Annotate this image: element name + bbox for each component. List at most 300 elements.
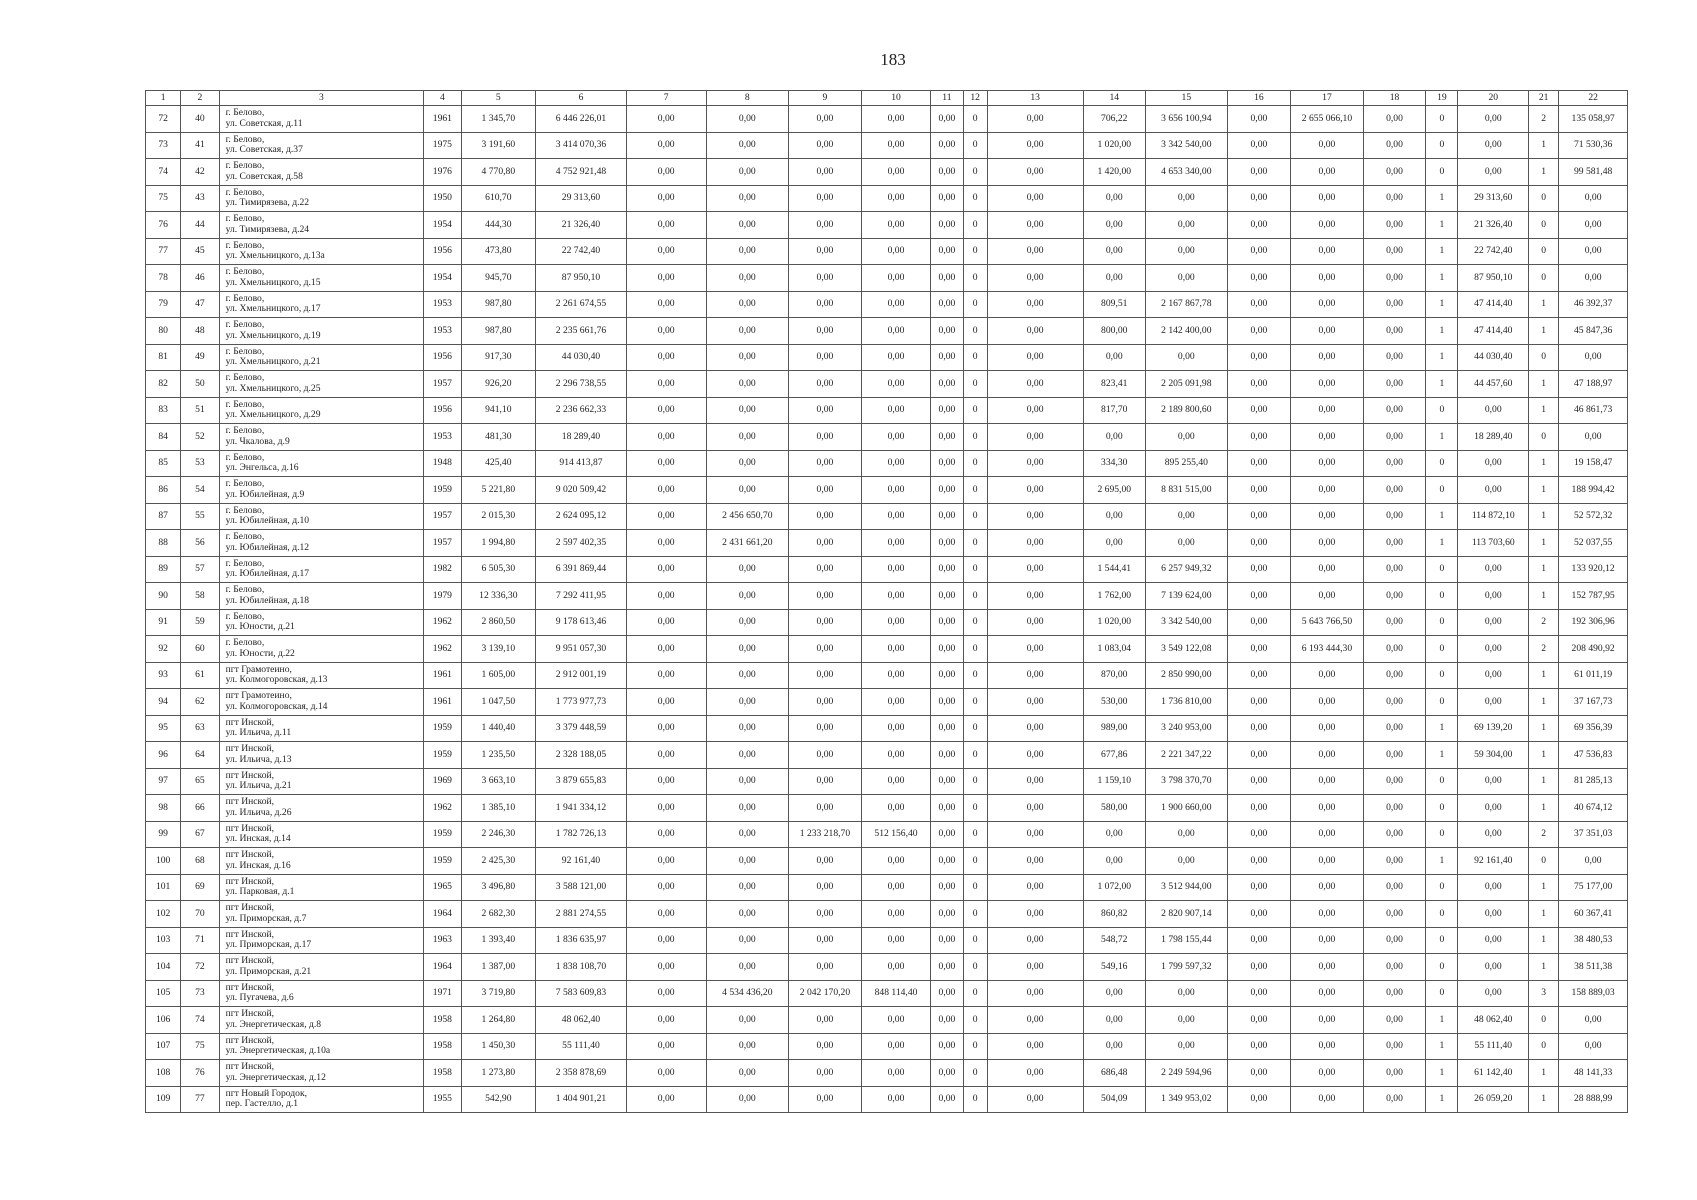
table-cell: 47 414,40 [1458,291,1529,318]
address-cell [219,927,424,954]
address-street: ул. Юбилейная, д.18 [225,594,310,606]
table-cell: 0,00 [1458,397,1529,424]
table-cell: 0 [963,795,987,822]
table-cell: 53 [181,450,219,477]
table-cell: 0,00 [861,530,931,557]
table-row [146,450,1628,477]
table-cell: 40 [181,106,219,133]
table-cell: 1982 [424,556,461,583]
table-cell: 2 205 091,98 [1146,371,1228,398]
address-cell [219,185,424,212]
table-cell: 0,00 [1227,291,1291,318]
table-cell: 1979 [424,583,461,610]
table-cell: 580,00 [1083,795,1146,822]
table-cell: 0,00 [626,901,706,928]
table-cell: 45 [181,238,219,265]
table-row [146,980,1628,1007]
table-cell: 0,00 [1363,980,1426,1007]
table-cell: 0,00 [861,848,931,875]
table-cell: 0,00 [706,662,789,689]
table-cell: 0,00 [1363,106,1426,133]
table-cell: 2 912 001,19 [536,662,627,689]
table-cell: 0 [963,848,987,875]
table-cell: 1 233 218,70 [789,821,862,848]
table-cell: 0,00 [1363,530,1426,557]
table-cell: 2 682,30 [461,901,536,928]
table-cell: 0,00 [789,185,862,212]
table-cell: 945,70 [461,265,536,292]
table-cell: 1 020,00 [1083,132,1146,159]
table-cell: 0,00 [1227,768,1291,795]
table-cell: 548,72 [1083,927,1146,954]
table-cell: 0,00 [706,556,789,583]
table-cell: 0,00 [1363,450,1426,477]
table-cell: 0,00 [1227,530,1291,557]
table-cell: 0,00 [987,901,1083,928]
table-cell: 0,00 [1291,344,1364,371]
table-cell: 0 [1426,980,1458,1007]
table-cell: 0,00 [987,424,1083,451]
table-cell: 2 431 661,20 [706,530,789,557]
table-cell: 0,00 [1146,424,1228,451]
table-cell: 1 [1426,291,1458,318]
table-cell: 6 391 869,44 [536,556,627,583]
table-cell: 92 [146,636,181,663]
table-cell: 90 [146,583,181,610]
table-cell: 0,00 [931,583,963,610]
table-cell: 0,00 [706,450,789,477]
address-cell [219,397,424,424]
table-cell: 0,00 [789,901,862,928]
table-cell: 51 [181,397,219,424]
table-cell: 0 [963,901,987,928]
table-cell: 0,00 [706,583,789,610]
table-cell: 0,00 [626,821,706,848]
table-cell: 0,00 [1559,1007,1628,1034]
table-cell: 0,00 [861,556,931,583]
address-street: ул. Ильича, д.13 [225,753,292,765]
address-cell [219,530,424,557]
table-cell: 0,00 [931,1086,963,1113]
table-cell: 0,00 [1458,768,1529,795]
table-cell: 0 [1426,795,1458,822]
address-cell [219,132,424,159]
table-cell: 3 656 100,94 [1146,106,1228,133]
table-cell: 6 505,30 [461,556,536,583]
table-cell: 0,00 [1291,1033,1364,1060]
table-cell: 686,48 [1083,1060,1146,1087]
table-cell: 0,00 [789,344,862,371]
table-cell: 76 [181,1060,219,1087]
table-cell: 0,00 [1291,371,1364,398]
table-cell: 47 536,83 [1559,742,1628,769]
table-cell: 0 [963,238,987,265]
table-cell: 0,00 [706,1060,789,1087]
table-row [146,424,1628,451]
table-cell: 0,00 [861,503,931,530]
table-cell: 0 [1529,212,1559,239]
table-cell: 2 850 990,00 [1146,662,1228,689]
table-cell: 0,00 [1458,980,1529,1007]
table-cell: 0,00 [626,927,706,954]
table-cell: 0,00 [861,344,931,371]
table-cell: 91 [146,609,181,636]
table-cell: 49 [181,344,219,371]
table-cell: 0,00 [706,477,789,504]
table-cell: 0,00 [789,609,862,636]
table-cell: 6 446 226,01 [536,106,627,133]
table-cell: 0,00 [626,583,706,610]
table-cell: 0,00 [1227,556,1291,583]
table-cell: 103 [146,927,181,954]
table-cell: 0,00 [987,132,1083,159]
table-cell: 1 605,00 [461,662,536,689]
table-cell: 0,00 [987,1086,1083,1113]
table-cell: 1 404 901,21 [536,1086,627,1113]
table-cell: 1 [1426,742,1458,769]
table-cell: 0 [963,318,987,345]
table-cell: 0,00 [1559,344,1628,371]
table-cell: 0,00 [626,477,706,504]
table-cell: 56 [181,530,219,557]
address-street: ул. Инская, д.14 [225,833,291,845]
address-cell [219,503,424,530]
table-row [146,1007,1628,1034]
table-cell: 1954 [424,212,461,239]
table-cell: 0 [1426,636,1458,663]
table-cell: 989,00 [1083,715,1146,742]
table-cell: 1 [1529,556,1559,583]
table-cell: 99 581,48 [1559,159,1628,186]
table-cell: 0 [1529,344,1559,371]
table-cell: 0,00 [626,397,706,424]
table-cell: 61 142,40 [1458,1060,1529,1087]
table-cell: 0 [1426,874,1458,901]
table-cell: 0,00 [931,768,963,795]
table-cell: 0,00 [1363,636,1426,663]
table-cell: 1 [1426,238,1458,265]
table-cell: 0,00 [1458,874,1529,901]
address-locality: г. Белово, [225,239,265,251]
table-cell: 102 [146,901,181,928]
table-cell: 0,00 [1227,424,1291,451]
table-cell: 0 [1426,609,1458,636]
table-cell: 0,00 [1083,238,1146,265]
column-header: 17 [1291,91,1364,106]
table-cell: 0,00 [789,371,862,398]
address-locality: г. Белово, [225,186,265,198]
table-cell: 0,00 [706,874,789,901]
table-cell: 59 304,00 [1458,742,1529,769]
table-cell: 1 773 977,73 [536,689,627,716]
table-cell: 77 [146,238,181,265]
table-cell: 809,51 [1083,291,1146,318]
table-cell: 0 [963,132,987,159]
table-cell: 0,00 [1227,371,1291,398]
table-row [146,159,1628,186]
table-cell: 74 [146,159,181,186]
table-cell: 92 161,40 [1458,848,1529,875]
table-cell: 0,00 [987,742,1083,769]
address-cell [219,424,424,451]
table-cell: 0,00 [1227,954,1291,981]
table-row [146,927,1628,954]
table-cell: 44 030,40 [1458,344,1529,371]
table-cell: 0,00 [1227,715,1291,742]
table-cell: 133 920,12 [1559,556,1628,583]
table-cell: 1 [1529,1086,1559,1113]
table-row [146,636,1628,663]
table-cell: 1 [1426,344,1458,371]
table-cell: 101 [146,874,181,901]
table-cell: 94 [146,689,181,716]
address-cell [219,212,424,239]
table-cell: 1 450,30 [461,1033,536,1060]
table-cell: 0,00 [789,397,862,424]
table-cell: 1962 [424,636,461,663]
table-cell: 0,00 [706,927,789,954]
table-cell: 0,00 [1458,159,1529,186]
address-cell [219,344,424,371]
table-cell: 0 [963,742,987,769]
address-cell [219,291,424,318]
table-cell: 74 [181,1007,219,1034]
table-cell: 2 [1529,821,1559,848]
table-cell: 0,00 [626,159,706,186]
table-row [146,1060,1628,1087]
table-cell: 9 020 509,42 [536,477,627,504]
table-cell: 2 358 878,69 [536,1060,627,1087]
table-cell: 1964 [424,901,461,928]
table-cell: 0,00 [1227,901,1291,928]
table-cell: 0,00 [1227,795,1291,822]
table-cell: 46 392,37 [1559,291,1628,318]
table-cell: 0,00 [626,132,706,159]
table-cell: 1 385,10 [461,795,536,822]
table-cell: 0,00 [1291,927,1364,954]
table-cell: 1 [1426,1007,1458,1034]
table-row [146,742,1628,769]
column-header: 14 [1083,91,1146,106]
table-cell: 0,00 [1146,185,1228,212]
table-cell: 92 161,40 [536,848,627,875]
table-cell: 0,00 [861,715,931,742]
table-cell: 0,00 [789,106,862,133]
table-cell: 0,00 [706,636,789,663]
address-cell [219,662,424,689]
address-cell [219,901,424,928]
address-cell [219,821,424,848]
table-cell: 0,00 [1559,212,1628,239]
table-cell: 0 [963,1060,987,1087]
table-cell: 28 888,99 [1559,1086,1628,1113]
address-cell [219,980,424,1007]
table-cell: 0,00 [1363,954,1426,981]
table-cell: 0,00 [1227,689,1291,716]
table-cell: 0,00 [626,609,706,636]
table-cell: 48 062,40 [1458,1007,1529,1034]
table-cell: 0,00 [1227,503,1291,530]
address-locality: г. Белово, [225,319,265,331]
address-cell [219,689,424,716]
table-cell: 73 [181,980,219,1007]
table-cell: 7 139 624,00 [1146,583,1228,610]
table-cell: 1 420,00 [1083,159,1146,186]
table-cell: 0,00 [1363,689,1426,716]
address-cell [219,848,424,875]
table-cell: 0,00 [789,503,862,530]
table-cell: 0,00 [931,556,963,583]
table-cell: 0,00 [1227,1086,1291,1113]
address-street: ул. Хмельницкого, д.13а [225,250,325,262]
address-locality: пгт Инской, [225,981,275,993]
table-cell: 42 [181,159,219,186]
address-locality: г. Белово, [225,133,265,145]
table-cell: 0,00 [626,1007,706,1034]
table-cell: 0,00 [931,212,963,239]
table-cell: 0,00 [706,795,789,822]
table-cell: 2 236 662,33 [536,397,627,424]
table-cell: 1953 [424,318,461,345]
table-cell: 1958 [424,1060,461,1087]
table-cell: 817,70 [1083,397,1146,424]
table-cell: 0,00 [789,954,862,981]
table-cell: 0,00 [861,212,931,239]
table-cell: 1961 [424,689,461,716]
address-cell [219,238,424,265]
table-cell: 68 [181,848,219,875]
table-cell: 0,00 [1363,477,1426,504]
table-cell: 0,00 [1363,821,1426,848]
address-locality: г. Белово, [225,425,265,437]
table-cell: 55 111,40 [1458,1033,1529,1060]
table-cell: 1959 [424,477,461,504]
table-cell: 0,00 [1291,1086,1364,1113]
table-cell: 0,00 [626,238,706,265]
table-cell: 0,00 [987,344,1083,371]
table-cell: 0,00 [706,901,789,928]
table-cell: 29 313,60 [536,185,627,212]
table-cell: 0,00 [1227,1060,1291,1087]
table-cell: 1953 [424,424,461,451]
table-cell: 0,00 [861,954,931,981]
table-cell: 0,00 [931,662,963,689]
table-cell: 71 530,36 [1559,132,1628,159]
address-cell [219,318,424,345]
table-cell: 0,00 [626,795,706,822]
address-locality: пгт Инской, [225,796,275,808]
address-locality: г. Белово, [225,637,265,649]
table-cell: 0,00 [789,715,862,742]
table-cell: 0,00 [1227,980,1291,1007]
table-row [146,397,1628,424]
table-cell: 1 [1529,927,1559,954]
table-cell: 0,00 [1291,265,1364,292]
table-cell: 0,00 [626,689,706,716]
table-cell: 0,00 [626,424,706,451]
table-cell: 0,00 [1146,503,1228,530]
address-cell [219,159,424,186]
column-header: 7 [626,91,706,106]
table-cell: 7 292 411,95 [536,583,627,610]
table-cell: 0,00 [789,848,862,875]
table-row [146,212,1628,239]
table-cell: 1 [1426,530,1458,557]
table-cell: 0,00 [1227,848,1291,875]
address-locality: пгт Инской, [225,769,275,781]
address-cell [219,795,424,822]
table-cell: 0,00 [626,185,706,212]
table-cell: 0 [963,106,987,133]
table-cell: 4 770,80 [461,159,536,186]
table-cell: 0,00 [931,371,963,398]
table-cell: 1976 [424,159,461,186]
table-cell: 0,00 [861,318,931,345]
table-cell: 0,00 [861,1007,931,1034]
table-cell: 1962 [424,609,461,636]
table-cell: 0 [1426,450,1458,477]
table-cell: 0,00 [987,662,1083,689]
table-cell: 0,00 [1458,795,1529,822]
table-cell: 0,00 [1227,662,1291,689]
table-cell: 0,00 [706,291,789,318]
table-cell: 334,30 [1083,450,1146,477]
table-cell: 0,00 [1559,265,1628,292]
table-cell: 0,00 [1363,1060,1426,1087]
table-cell: 926,20 [461,371,536,398]
table-cell: 0,00 [1363,212,1426,239]
column-number-row [146,91,1628,106]
address-cell [219,556,424,583]
table-cell: 1 836 635,97 [536,927,627,954]
table-cell: 0,00 [931,291,963,318]
table-cell: 0 [1426,901,1458,928]
table-cell: 87 [146,503,181,530]
table-cell: 0,00 [987,265,1083,292]
address-street: ул. Ильича, д.21 [225,780,292,792]
table-cell: 0,00 [789,238,862,265]
address-cell [219,371,424,398]
table-cell: 43 [181,185,219,212]
table-cell: 0 [963,609,987,636]
table-cell: 0 [963,1007,987,1034]
table-cell: 2 235 661,76 [536,318,627,345]
table-cell: 0,00 [1363,1033,1426,1060]
table-cell: 1 083,04 [1083,636,1146,663]
table-cell: 0,00 [706,132,789,159]
table-row [146,318,1628,345]
table-cell: 0,00 [789,450,862,477]
table-cell: 0 [963,450,987,477]
table-cell: 0,00 [626,1060,706,1087]
table-cell: 21 326,40 [536,212,627,239]
table-cell: 0,00 [1363,132,1426,159]
table-cell: 3 240 953,00 [1146,715,1228,742]
table-cell: 0,00 [987,1033,1083,1060]
table-cell: 0,00 [626,662,706,689]
table-cell: 823,41 [1083,371,1146,398]
table-cell: 1 [1529,901,1559,928]
table-cell: 0,00 [1227,185,1291,212]
table-cell: 3 512 944,00 [1146,874,1228,901]
table-cell: 2 296 738,55 [536,371,627,398]
table-cell: 2 221 347,22 [1146,742,1228,769]
table-cell: 97 [146,768,181,795]
table-cell: 38 480,53 [1559,927,1628,954]
table-row [146,662,1628,689]
table-cell: 0,00 [706,742,789,769]
table-cell: 1 [1426,715,1458,742]
